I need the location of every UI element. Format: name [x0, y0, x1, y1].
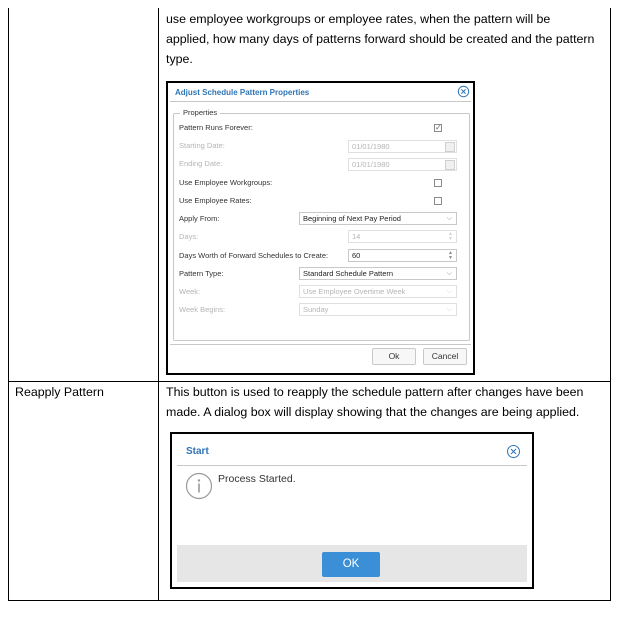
row2-description — [166, 382, 610, 422]
table-border-bottom — [8, 600, 611, 601]
days-label: Days: — [179, 232, 199, 241]
title-separator — [177, 465, 527, 466]
info-icon — [185, 472, 213, 500]
week-begins-value: Sunday — [303, 305, 329, 314]
cancel-button[interactable]: Cancel — [423, 348, 467, 365]
apply-from-label: Apply From: — [179, 214, 220, 223]
starting-date-value: 01/01/1980 — [352, 142, 390, 151]
row1-line: applied, how many days of patterns forward should be created and the pattern — [166, 32, 595, 46]
title-separator — [170, 101, 471, 102]
pattern-runs-forever-label: Pattern Runs Forever: — [179, 123, 253, 132]
footer-separator — [170, 344, 471, 345]
adjust-schedule-pattern-dialog — [166, 81, 475, 375]
close-icon[interactable] — [457, 85, 470, 98]
use-employee-rates-label: Use Employee Rates: — [179, 196, 252, 205]
week-begins-label: Week Begins: — [179, 305, 226, 314]
pattern-type-label: Pattern Type: — [179, 269, 224, 278]
apply-from-select[interactable] — [299, 212, 457, 225]
pattern-type-value: Standard Schedule Pattern — [303, 269, 394, 278]
spinner-icon[interactable]: ▲ ▼ — [448, 250, 453, 261]
starting-date-label: Starting Date: — [179, 141, 225, 150]
ending-date-label: Ending Date: — [179, 159, 223, 168]
days-stepper[interactable] — [348, 230, 457, 243]
calendar-icon[interactable] — [445, 142, 455, 152]
row2-label: Reapply Pattern — [15, 385, 104, 399]
forward-days-value: 60 — [352, 251, 361, 260]
pattern-type-select[interactable] — [299, 267, 457, 280]
forward-days-label: Days Worth of Forward Schedules to Create: — [179, 251, 329, 260]
row1-description — [166, 9, 611, 69]
row2-line: made. A dialog box will display showing that the changes are being applied. — [166, 405, 580, 419]
ending-date-value: 01/01/1980 — [352, 160, 390, 169]
close-icon[interactable] — [506, 444, 521, 459]
chevron-down-icon: ⌵ — [446, 270, 452, 277]
forward-days-stepper[interactable] — [348, 249, 457, 262]
table-border-left — [8, 8, 9, 601]
ok-button[interactable]: OK — [322, 552, 380, 577]
chevron-down-icon: ⌵ — [446, 215, 452, 222]
row1-line: use employee workgroups or employee rates, when the pattern will be — [166, 12, 551, 26]
start-message: Process Started. — [218, 473, 296, 485]
group-label: Properties — [180, 108, 220, 117]
spinner-icon[interactable]: ▲ ▼ — [448, 231, 453, 242]
days-value: 14 — [352, 232, 361, 241]
chevron-down-icon: ⌵ — [446, 288, 452, 295]
ending-date-field[interactable] — [348, 158, 457, 171]
chevron-down-icon: ⌵ — [446, 306, 452, 313]
calendar-icon[interactable] — [445, 160, 455, 170]
starting-date-field[interactable] — [348, 140, 457, 153]
row1-line: type. — [166, 52, 193, 66]
week-select[interactable] — [299, 285, 457, 298]
week-begins-select[interactable] — [299, 303, 457, 316]
week-label: Week: — [179, 287, 201, 296]
pattern-runs-forever-checkbox[interactable]: ✓ — [435, 123, 442, 132]
use-employee-workgroups-checkbox[interactable] — [434, 179, 442, 187]
ok-button[interactable]: Ok — [372, 348, 416, 365]
start-dialog-title: Start — [186, 446, 209, 457]
use-employee-workgroups-label: Use Employee Workgroups: — [179, 178, 273, 187]
apply-from-value: Beginning of Next Pay Period — [303, 214, 401, 223]
start-dialog — [170, 432, 534, 589]
use-employee-rates-checkbox[interactable] — [434, 197, 442, 205]
dialog-title: Adjust Schedule Pattern Properties — [175, 88, 310, 97]
row2-line: This button is used to reapply the schedule pattern after changes have been — [166, 385, 584, 399]
table-border-middle — [158, 8, 159, 601]
table-border-right — [610, 8, 611, 601]
week-value: Use Employee Overtime Week — [303, 287, 406, 296]
